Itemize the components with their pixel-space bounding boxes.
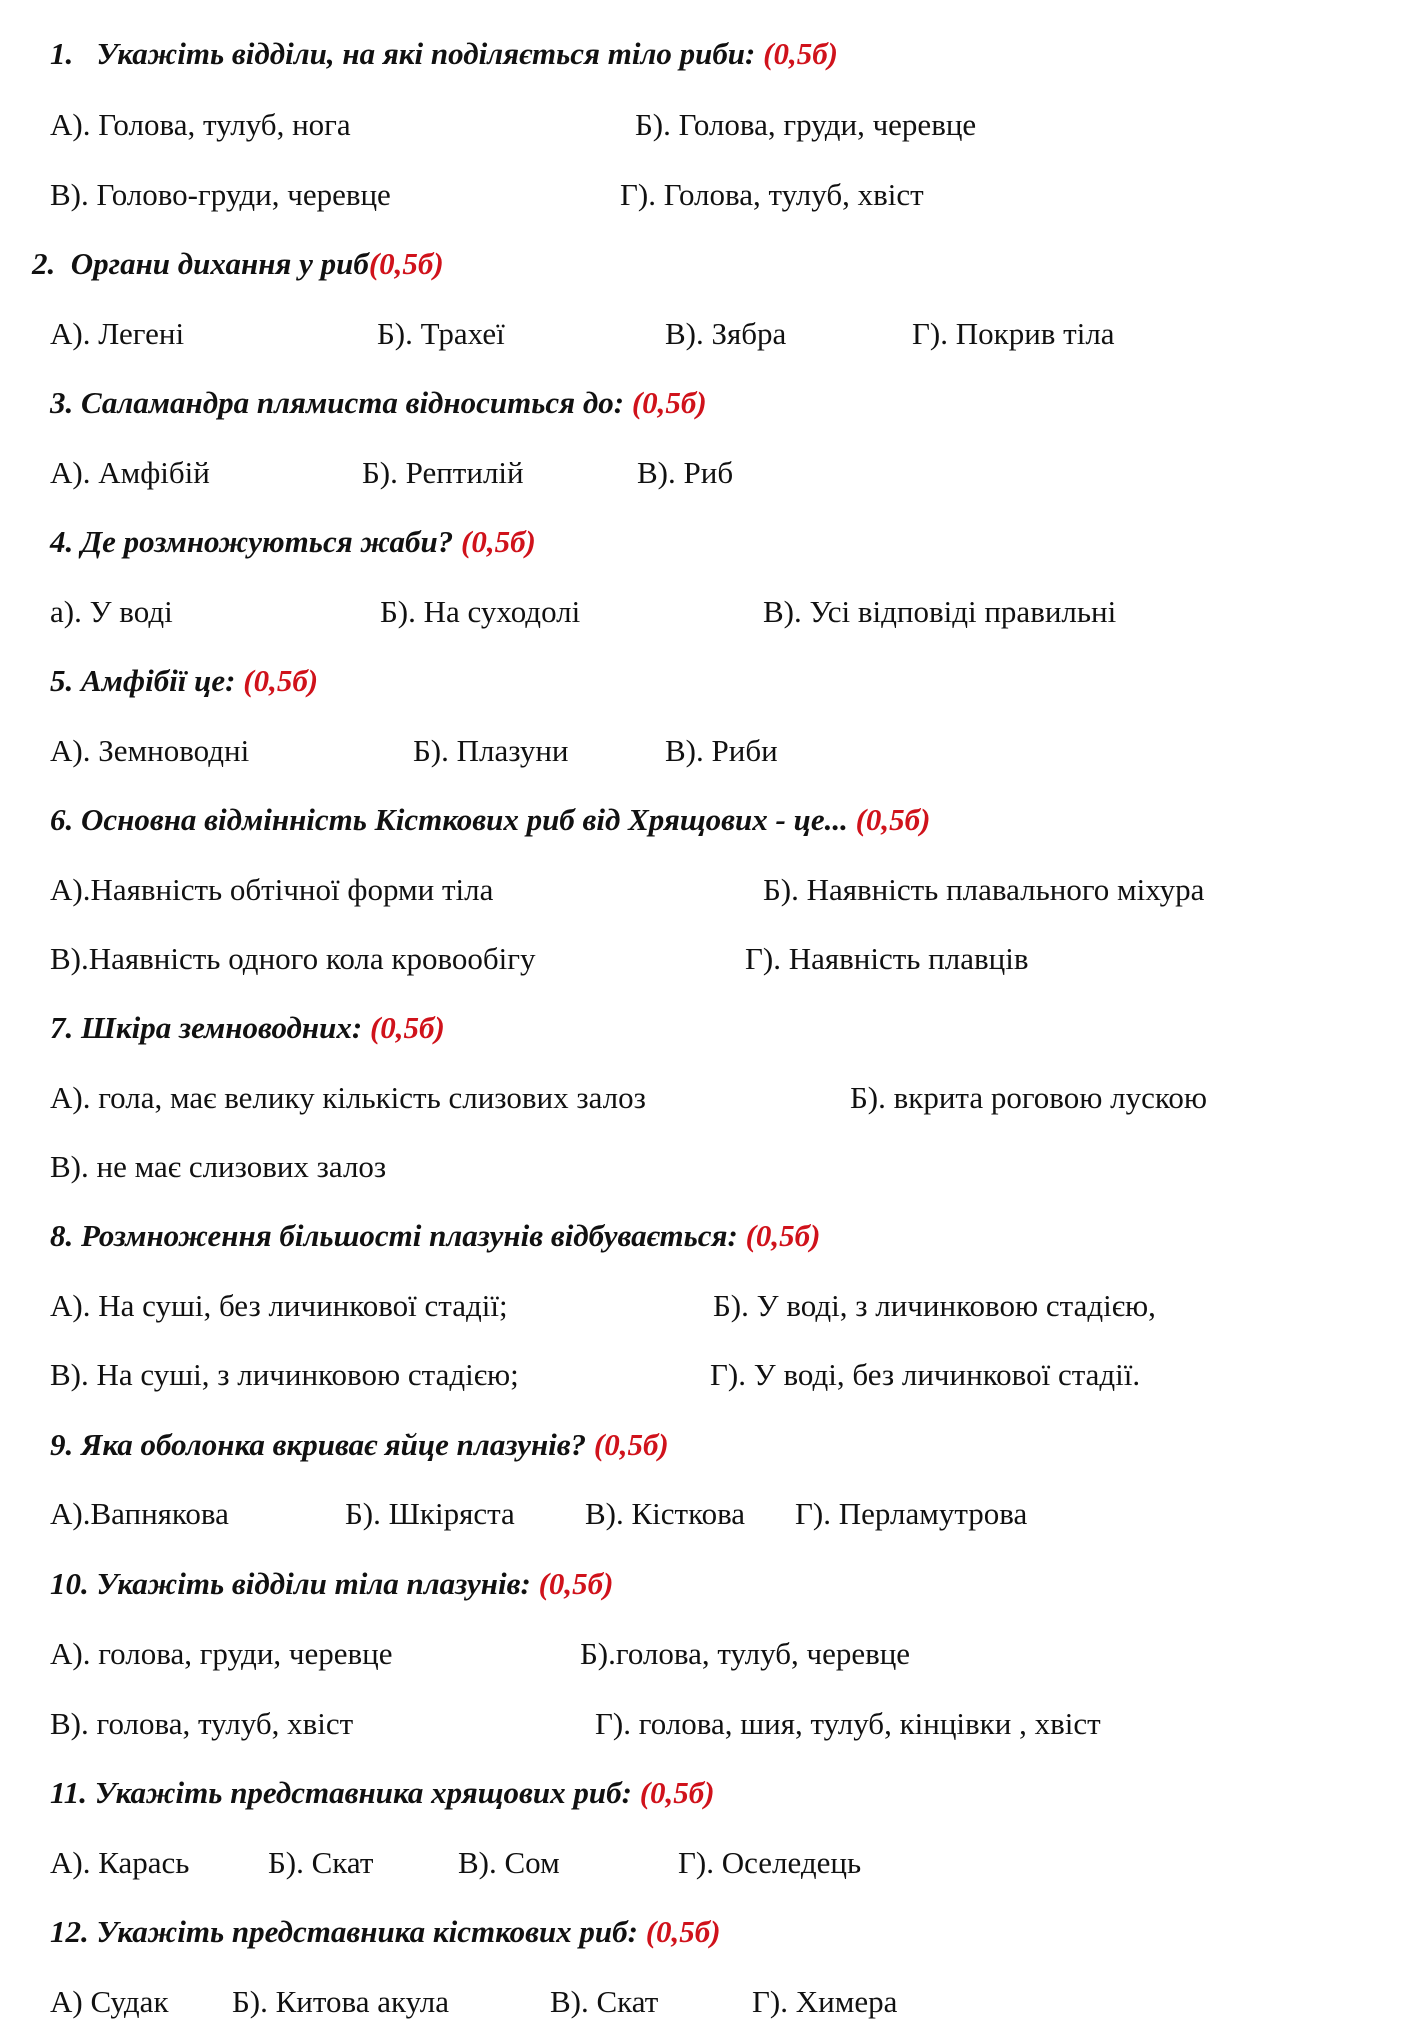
question-10 xyxy=(0,1564,1403,1604)
question-number: 9. xyxy=(50,1427,74,1462)
answer-option-b: Б). Трахеї xyxy=(377,316,505,351)
answer-option-g: Г). Оселедець xyxy=(678,1845,862,1880)
score-label: (0,5б) xyxy=(645,1914,721,1949)
question-8 xyxy=(0,1216,1403,1256)
answer-option-b: Б). Наявність плавального міхура xyxy=(763,872,1205,907)
answer-option-g: Г). голова, шия, тулуб, кінцівки , хвіст xyxy=(595,1706,1101,1741)
answer-option-a: А). Голова, тулуб, нога xyxy=(50,107,351,142)
question-text: Укажіть відділи, на які поділяється тіло риби: xyxy=(96,36,756,71)
answer-option-g: Г). У воді, без личинкової стадії. xyxy=(710,1357,1141,1392)
answer-row xyxy=(0,1982,1403,2022)
question-number: 3. xyxy=(50,385,74,420)
question-text: Саламандра плямиста відноситься до: xyxy=(81,385,625,420)
score-label: (0,5б) xyxy=(639,1775,715,1810)
answer-row xyxy=(0,1355,1403,1395)
answer-row xyxy=(0,1494,1403,1534)
question-text: Основна відмінність Кісткових риб від Хрящових - це... xyxy=(81,802,848,837)
answer-option-v: В). Усі відповіді правильні xyxy=(763,594,1117,629)
answer-option-b: Б). вкрита роговою лускою xyxy=(850,1080,1207,1115)
score-label: (0,5б) xyxy=(763,36,838,71)
answer-option-a: а). У воді xyxy=(50,594,173,629)
score-label: (0,5б) xyxy=(593,1427,669,1462)
answer-option-g: Г). Голова, тулуб, хвіст xyxy=(620,177,924,212)
answer-row xyxy=(0,939,1403,979)
answer-row xyxy=(0,453,1403,493)
answer-option-a: А). голова, груди, черевце xyxy=(50,1636,393,1671)
question-1 xyxy=(0,34,1403,74)
answer-option-v: В). Кісткова xyxy=(585,1496,746,1531)
question-number: 10. xyxy=(50,1566,89,1601)
answer-row xyxy=(0,314,1403,354)
question-11 xyxy=(0,1773,1403,1813)
question-text: Органи дихання у риб xyxy=(70,246,369,281)
question-7 xyxy=(0,1008,1403,1048)
answer-option-v: В). Зябра xyxy=(665,316,787,351)
answer-option-v: В). Голово-груди, черевце xyxy=(50,177,391,212)
answer-option-g: Г). Покрив тіла xyxy=(912,316,1115,351)
score-label: (0,5б) xyxy=(461,524,536,559)
answer-option-b: Б). У воді, з личинковою стадією, xyxy=(713,1288,1156,1323)
answer-option-b: Б). Голова, груди, черевце xyxy=(635,107,977,142)
answer-option-a: А).Вапнякова xyxy=(50,1496,229,1531)
answer-option-v: В). На суші, з личинковою стадією; xyxy=(50,1357,519,1392)
score-label: (0,5б) xyxy=(368,246,444,281)
question-number: 6. xyxy=(50,802,74,837)
answer-option-v: В). голова, тулуб, хвіст xyxy=(50,1706,354,1741)
answer-row xyxy=(0,1147,1403,1187)
question-number: 7. xyxy=(50,1010,74,1045)
answer-option-b: Б).голова, тулуб, черевце xyxy=(580,1636,911,1671)
answer-option-b: Б). Рептилій xyxy=(362,455,524,490)
answer-option-b: Б). Плазуни xyxy=(413,733,569,768)
answer-option-v: В). Сом xyxy=(458,1845,560,1880)
answer-option-a: А). Земноводні xyxy=(50,733,250,768)
question-number: 8. xyxy=(50,1218,74,1253)
question-number: 11. xyxy=(50,1775,88,1810)
answer-row xyxy=(0,1704,1403,1744)
answer-option-b: Б). Скат xyxy=(268,1845,374,1880)
question-text: Укажіть відділи тіла плазунів: xyxy=(96,1566,531,1601)
answer-row xyxy=(0,592,1403,632)
question-12 xyxy=(0,1912,1403,1952)
answer-row xyxy=(0,1078,1403,1118)
answer-option-a: А) Судак xyxy=(50,1984,169,2019)
answer-row xyxy=(0,1286,1403,1326)
answer-row xyxy=(0,175,1403,215)
answer-row xyxy=(0,105,1403,145)
answer-option-v: В). Скат xyxy=(550,1984,659,2019)
answer-option-b: Б). Китова акула xyxy=(232,1984,450,2019)
answer-row xyxy=(0,870,1403,910)
score-label: (0,5б) xyxy=(243,663,319,698)
answer-option-a: А).Наявність обтічної форми тіла xyxy=(50,872,494,907)
answer-option-g: Г). Химера xyxy=(752,1984,898,2019)
answer-option-b: Б). Шкіряста xyxy=(345,1496,515,1531)
answer-row xyxy=(0,1843,1403,1883)
question-number: 1. xyxy=(50,36,74,71)
answer-option-v: В).Наявність одного кола кровообігу xyxy=(50,941,536,976)
question-number: 5. xyxy=(50,663,74,698)
answer-option-a: А). На суші, без личинкової стадії; xyxy=(50,1288,508,1323)
answer-option-a: А). Амфібій xyxy=(50,455,210,490)
question-number: 12. xyxy=(50,1914,89,1949)
answer-option-a: А). гола, має велику кількість слизових залоз xyxy=(50,1080,646,1115)
score-label: (0,5б) xyxy=(631,385,707,420)
score-label: (0,5б) xyxy=(538,1566,614,1601)
question-text: Шкіра земноводних: xyxy=(81,1010,363,1045)
question-text: Укажіть представника хрящових риб: xyxy=(94,1775,632,1810)
question-text: Укажіть представника кісткових риб: xyxy=(96,1914,638,1949)
question-text: Де розмножуються жаби? xyxy=(81,524,454,559)
answer-option-v: В). Риб xyxy=(637,455,734,490)
answer-option-a: А). Легені xyxy=(50,316,185,351)
answer-option-v: В). Риби xyxy=(665,733,778,768)
question-text: Яка оболонка вкриває яйце плазунів? xyxy=(81,1427,587,1462)
answer-option-v: В). не має слизових залоз xyxy=(50,1149,387,1184)
score-label: (0,5б) xyxy=(745,1218,821,1253)
question-6 xyxy=(0,800,1403,840)
answer-option-g: Г). Наявність плавців xyxy=(745,941,1029,976)
question-number: 4. xyxy=(50,524,74,559)
answer-option-a: А). Карась xyxy=(50,1845,190,1880)
answer-row xyxy=(0,1634,1403,1674)
answer-option-g: Г). Перламутрова xyxy=(795,1496,1028,1531)
question-3 xyxy=(0,383,1403,423)
question-4 xyxy=(0,522,1403,562)
answer-option-b: Б). На суходолі xyxy=(380,594,581,629)
question-text: Розмноження більшості плазунів відбувається: xyxy=(81,1218,738,1253)
question-number: 2. xyxy=(32,246,56,281)
question-text: Амфібії це: xyxy=(81,663,236,698)
answer-row xyxy=(0,731,1403,771)
score-label: (0,5б) xyxy=(369,1010,445,1045)
question-9 xyxy=(0,1425,1403,1465)
question-2 xyxy=(0,244,1403,284)
score-label: (0,5б) xyxy=(855,802,931,837)
question-5 xyxy=(0,661,1403,701)
